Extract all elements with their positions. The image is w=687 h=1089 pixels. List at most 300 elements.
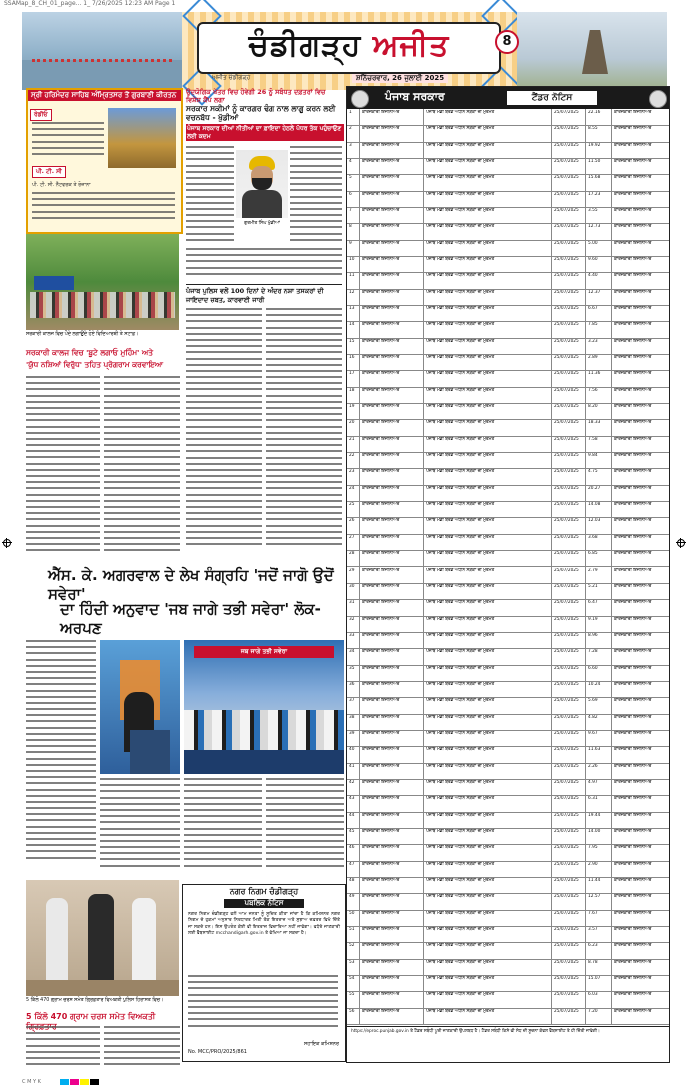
tender-cell: ਕਾਰਜਕਾਰੀ ਇੰਜੀਨੀਅਰ	[362, 747, 400, 753]
tender-cell: 25/07/2025	[554, 159, 579, 165]
tender-cell: ਪੰਜਾਬ ਮੰਡੀ ਬੋਰਡ ਅਧੀਨ ਸੜਕਾਂ ਦੀ ਮੁਰੰਮਤ	[426, 224, 495, 230]
tender-cell: ਕਾਰਜਕਾਰੀ ਇੰਜੀਨੀਅਰ	[614, 387, 652, 393]
tender-cell: 3.55	[588, 208, 598, 214]
tender-row	[347, 779, 669, 796]
minister-caption: ਗੁਰਮੀਤ ਸਿੰਘ ਖੁੱਡੀਆਂ	[244, 221, 280, 226]
top-story-subhead: ਪੰਜਾਬ ਸਰਕਾਰ ਦੀਆਂ ਨੀਤੀਆਂ ਦਾ ਫ਼ਾਇਦਾ ਹੇਠਲੇ ਪੱਧਰ ਤੱਕ ਪਹੁੰਚਾਉਣ ਲਈ ਕਦਮ	[186, 124, 344, 141]
tender-cell: 47	[349, 861, 355, 867]
tender-cell: 25/07/2025	[554, 616, 579, 622]
tender-cell: ਕਾਰਜਕਾਰੀ ਇੰਜੀਨੀਅਰ	[362, 730, 400, 736]
tender-cell: 20.27	[588, 485, 601, 491]
tender-cell: 5.21	[588, 583, 598, 589]
tender-cell: 25/07/2025	[554, 714, 579, 720]
tender-cell: ਕਾਰਜਕਾਰੀ ਇੰਜੀਨੀਅਰ	[614, 649, 652, 655]
tender-cell: ਕਾਰਜਕਾਰੀ ਇੰਜੀਨੀਅਰ	[362, 665, 400, 671]
kirtan-advert	[26, 88, 183, 234]
tender-cell: ਪੰਜਾਬ ਮੰਡੀ ਬੋਰਡ ਅਧੀਨ ਸੜਕਾਂ ਦੀ ਮੁਰੰਮਤ	[426, 649, 495, 655]
govt-emblem-icon	[351, 90, 369, 108]
tender-cell: 4.40	[588, 273, 598, 279]
tender-row	[347, 550, 669, 567]
tender-cell: 25/07/2025	[554, 567, 579, 573]
tender-cell: 12.03	[588, 518, 601, 524]
tender-cell: 27	[349, 534, 355, 540]
tender-cell: ਪੰਜਾਬ ਮੰਡੀ ਬੋਰਡ ਅਧੀਨ ਸੜਕਾਂ ਦੀ ਮੁਰੰਮਤ	[426, 992, 495, 998]
tender-cell: ਕਾਰਜਕਾਰੀ ਇੰਜੀਨੀਅਰ	[362, 289, 400, 295]
tender-cell: ਕਾਰਜਕਾਰੀ ਇੰਜੀਨੀਅਰ	[614, 518, 652, 524]
tender-cell: 25/07/2025	[554, 518, 579, 524]
tender-cell: 28	[349, 551, 355, 557]
tender-cell: 25/07/2025	[554, 926, 579, 932]
tender-cell: ਕਾਰਜਕਾਰੀ ਇੰਜੀਨੀਅਰ	[614, 992, 652, 998]
tender-row	[347, 436, 669, 453]
tender-row	[347, 517, 669, 534]
tender-cell: ਪੰਜਾਬ ਮੰਡੀ ਬੋਰਡ ਅਧੀਨ ਸੜਕਾਂ ਦੀ ਮੁਰੰਮਤ	[426, 306, 495, 312]
tender-cell: 5.00	[588, 240, 598, 246]
tender-cell: 16	[349, 355, 355, 361]
tender-cell: ਕਾਰਜਕਾਰੀ ਇੰਜੀਨੀਅਰ	[362, 551, 400, 557]
tender-cell: 24	[349, 485, 355, 491]
tender-cell: ਕਾਰਜਕਾਰੀ ਇੰਜੀਨੀਅਰ	[362, 828, 400, 834]
tender-cell: ਕਾਰਜਕਾਰੀ ਇੰਜੀਨੀਅਰ	[614, 665, 652, 671]
tender-cell: ਕਾਰਜਕਾਰੀ ਇੰਜੀਨੀਅਰ	[362, 632, 400, 638]
tender-cell: ਕਾਰਜਕਾਰੀ ਇੰਜੀਨੀਅਰ	[362, 420, 400, 426]
tender-cell: ਪੰਜਾਬ ਮੰਡੀ ਬੋਰਡ ਅਧੀਨ ਸੜਕਾਂ ਦੀ ਮੁਰੰਮਤ	[426, 845, 495, 851]
tender-row	[347, 991, 669, 1008]
tender-row	[347, 109, 669, 126]
tender-row	[347, 844, 669, 861]
tender-cell: 6.31	[588, 796, 598, 802]
tender-cell: 2.26	[588, 763, 598, 769]
tender-cell: ਕਾਰਜਕਾਰੀ ਇੰਜੀਨੀਅਰ	[362, 273, 400, 279]
tender-header	[347, 87, 669, 109]
tender-cell: ਪੰਜਾਬ ਮੰਡੀ ਬੋਰਡ ਅਧੀਨ ਸੜਕਾਂ ਦੀ ਮੁਰੰਮਤ	[426, 420, 495, 426]
arrest-story-col2	[104, 1026, 180, 1070]
tender-cell: ਕਾਰਜਕਾਰੀ ਇੰਜੀਨੀਅਰ	[614, 730, 652, 736]
tender-cell: ਪੰਜਾਬ ਮੰਡੀ ਬੋਰਡ ਅਧੀਨ ਸੜਕਾਂ ਦੀ ਮੁਰੰਮਤ	[426, 894, 495, 900]
tender-row	[347, 567, 669, 584]
tender-cell: 48	[349, 877, 355, 883]
tender-cell: 25/07/2025	[554, 191, 579, 197]
tender-cell: 19	[349, 404, 355, 410]
police-story-col2	[266, 308, 342, 554]
tender-cell: 2	[349, 126, 352, 132]
tender-cell: ਕਾਰਜਕਾਰੀ ਇੰਜੀਨੀਅਰ	[614, 453, 652, 459]
tender-cell: ਕਾਰਜਕਾਰੀ ਇੰਜੀਨੀਅਰ	[362, 926, 400, 932]
color-swatch	[60, 1079, 69, 1085]
tender-cell: 7.56	[588, 387, 598, 393]
tender-cell: ਕਾਰਜਕਾਰੀ ਇੰਜੀਨੀਅਰ	[614, 975, 652, 981]
tender-cell: 10.24	[588, 681, 601, 687]
tender-cell: ਪੰਜਾਬ ਮੰਡੀ ਬੋਰਡ ਅਧੀਨ ਸੜਕਾਂ ਦੀ ਮੁਰੰਮਤ	[426, 828, 495, 834]
tender-cell: ਪੰਜਾਬ ਮੰਡੀ ਬੋਰਡ ਅਧੀਨ ਸੜਕਾਂ ਦੀ ਮੁਰੰਮਤ	[426, 175, 495, 181]
notice-body: ਨਗਰ ਨਿਗਮ ਚੰਡੀਗੜ੍ਹ ਵਲੋਂ ਆਮ ਜਨਤਾ ਨੂੰ ਸੂਚਿਤ ਕੀਤਾ ਜਾਂਦਾ ਹੈ ਕਿ ਕਮਿਸ਼ਨਰ ਨਗਰ ਨਿਗਮ ਦੇ ਹੁਕਮਾਂ ਅਨੁਸਾਰ ਨਿਰਧਾਰਤ ਮਿਤੀ ਤੱਕ ਇਤਰਾਜ਼ ਅਤੇ ਸੁਝਾਅ ਦਫ਼ਤਰ ਵਿਖੇ ਦਿੱਤੇ ਜਾ ਸਕਦੇ ਹਨ। ਇਸ ਉਪਰੰਤ ਕੋਈ ਵੀ ਇਤਰਾਜ਼ ਵਿਚਾਰਿਆ ਨਹੀਂ ਜਾਵੇਗਾ। ਵਧੇਰੇ ਜਾਣਕਾਰੀ ਲਈ ਵੈੱਬਸਾਈਟ mcchandigarh.gov.in ਤੇ ਵੇਖਿਆ ਜਾ ਸਕਦਾ ਹੈ।	[188, 912, 340, 937]
tender-row	[347, 419, 669, 436]
tender-cell: 4	[349, 159, 352, 165]
color-swatch	[90, 1079, 99, 1085]
book-story-col1	[26, 640, 96, 874]
tender-cell: ਪੰਜਾਬ ਮੰਡੀ ਬੋਰਡ ਅਧੀਨ ਸੜਕਾਂ ਦੀ ਮੁਰੰਮਤ	[426, 551, 495, 557]
tender-cell: 52	[349, 943, 355, 949]
tender-row	[347, 370, 669, 387]
tender-row	[347, 926, 669, 943]
tender-cell: 8.78	[588, 959, 598, 965]
tender-cell: 19.92	[588, 142, 601, 148]
tender-cell: ਪੰਜਾਬ ਮੰਡੀ ਬੋਰਡ ਅਧੀਨ ਸੜਕਾਂ ਦੀ ਮੁਰੰਮਤ	[426, 534, 495, 540]
page-number: 8	[495, 30, 519, 54]
tender-row	[347, 272, 669, 289]
tender-cell: ਪੰਜਾਬ ਮੰਡੀ ਬੋਰਡ ਅਧੀਨ ਸੜਕਾਂ ਦੀ ਮੁਰੰਮਤ	[426, 877, 495, 883]
tender-row	[347, 959, 669, 976]
tender-row	[347, 534, 669, 551]
tender-cell: ਪੰਜਾਬ ਮੰਡੀ ਬੋਰਡ ਅਧੀਨ ਸੜਕਾਂ ਦੀ ਮੁਰੰਮਤ	[426, 273, 495, 279]
tender-cell: 19.44	[588, 812, 601, 818]
tender-cell: 25/07/2025	[554, 257, 579, 263]
tender-cell: 7.58	[588, 436, 598, 442]
tender-cell: 21	[349, 436, 355, 442]
tender-cell: ਪੰਜਾਬ ਮੰਡੀ ਬੋਰਡ ਅਧੀਨ ਸੜਕਾਂ ਦੀ ਮੁਰੰਮਤ	[426, 943, 495, 949]
tender-cell: ਪੰਜਾਬ ਮੰਡੀ ਬੋਰਡ ਅਧੀਨ ਸੜਕਾਂ ਦੀ ਮੁਰੰਮਤ	[426, 1008, 495, 1014]
tender-cell: ਕਾਰਜਕਾਰੀ ਇੰਜੀਨੀਅਰ	[614, 894, 652, 900]
tender-cell: ਕਾਰਜਕਾਰੀ ਇੰਜੀਨੀਅਰ	[362, 338, 400, 344]
color-bar-label: C M Y K	[22, 1079, 41, 1085]
tender-cell: ਕਾਰਜਕਾਰੀ ਇੰਜੀਨੀਅਰ	[614, 289, 652, 295]
tender-cell: 50	[349, 910, 355, 916]
tender-cell: ਕਾਰਜਕਾਰੀ ਇੰਜੀਨੀਅਰ	[362, 240, 400, 246]
tender-cell: 25/07/2025	[554, 861, 579, 867]
tender-cell: 25/07/2025	[554, 665, 579, 671]
top-story-headline: ਸਰਕਾਰ ਸਕੀਮਾਂ ਨੂੰ ਕਾਰਗਰ ਢੰਗ ਨਾਲ ਲਾਗੂ ਕਰਨ ਲਈ ਵਚਨਬੱਧ - ਖੁੱਡੀਆਂ	[186, 104, 336, 122]
tender-row	[347, 877, 669, 894]
tender-cell: 22	[349, 453, 355, 459]
tender-cell: ਪੰਜਾਬ ਮੰਡੀ ਬੋਰਡ ਅਧੀਨ ਸੜਕਾਂ ਦੀ ਮੁਰੰਮਤ	[426, 502, 495, 508]
tender-row	[347, 714, 669, 731]
tender-cell: ਕਾਰਜਕਾਰੀ ਇੰਜੀਨੀਅਰ	[614, 175, 652, 181]
tender-cell: 2.89	[588, 355, 598, 361]
tender-cell: 3.57	[588, 926, 598, 932]
tender-cell: ਕਾਰਜਕਾਰੀ ਇੰਜੀਨੀਅਰ	[362, 714, 400, 720]
tender-cell: 55	[349, 992, 355, 998]
tender-row	[347, 812, 669, 829]
tender-cell: ਪੰਜਾਬ ਮੰਡੀ ਬੋਰਡ ਅਧੀਨ ਸੜਕਾਂ ਦੀ ਮੁਰੰਮਤ	[426, 453, 495, 459]
tender-row	[347, 305, 669, 322]
tender-cell: ਪੰਜਾਬ ਮੰਡੀ ਬੋਰਡ ਅਧੀਨ ਸੜਕਾਂ ਦੀ ਮੁਰੰਮਤ	[426, 436, 495, 442]
tender-cell: ਪੰਜਾਬ ਮੰਡੀ ਬੋਰਡ ਅਧੀਨ ਸੜਕਾਂ ਦੀ ਮੁਰੰਮਤ	[426, 665, 495, 671]
tender-cell: 11.44	[588, 877, 601, 883]
tender-cell: 9.84	[588, 453, 598, 459]
tender-cell: 35	[349, 665, 355, 671]
college-story-col1	[26, 376, 100, 560]
tender-cell: 3.68	[588, 534, 598, 540]
tender-row	[347, 191, 669, 208]
tender-cell: 11	[349, 273, 355, 279]
tender-cell: ਪੰਜਾਬ ਮੰਡੀ ਬੋਰਡ ਅਧੀਨ ਸੜਕਾਂ ਦੀ ਮੁਰੰਮਤ	[426, 289, 495, 295]
tender-cell: 4.75	[588, 469, 598, 475]
tender-cell: ਕਾਰਜਕਾਰੀ ਇੰਜੀਨੀਅਰ	[614, 273, 652, 279]
tender-cell: 14	[349, 322, 355, 328]
tender-cell: ਕਾਰਜਕਾਰੀ ਇੰਜੀਨੀਅਰ	[362, 110, 400, 115]
tender-cell: ਕਾਰਜਕਾਰੀ ਇੰਜੀਨੀਅਰ	[362, 502, 400, 508]
tender-row	[347, 289, 669, 306]
tender-cell: ਕਾਰਜਕਾਰੀ ਇੰਜੀਨੀਅਰ	[362, 943, 400, 949]
tender-cell: ਪੰਜਾਬ ਮੰਡੀ ਬੋਰਡ ਅਧੀਨ ਸੜਕਾਂ ਦੀ ਮੁਰੰਮਤ	[426, 681, 495, 687]
tender-cell: ਕਾਰਜਕਾਰੀ ਇੰਜੀਨੀਅਰ	[614, 191, 652, 197]
tender-cell: ਪੰਜਾਬ ਮੰਡੀ ਬੋਰਡ ਅਧੀਨ ਸੜਕਾਂ ਦੀ ਮੁਰੰਮਤ	[426, 110, 495, 115]
tender-cell: 8.55	[588, 126, 598, 132]
tender-cell: 43	[349, 796, 355, 802]
tender-cell: 8.20	[588, 404, 598, 410]
tender-cell: ਕਾਰਜਕਾਰੀ ਇੰਜੀਨੀਅਰ	[614, 338, 652, 344]
masthead-subtitle: ਅਜੀਤ ਚੰਡੀਗੜ੍ਹ	[212, 74, 251, 81]
police-headline: ਪੰਜਾਬ ਪੁਲਿਸ ਵਲੋਂ 100 ਦਿਨਾਂ ਦੇ ਅੰਦਰ ਨਸ਼ਾ ਤਸਕਰਾਂ ਦੀ ਜਾਇਦਾਦ ਜ਼ਬਤ, ਕਾਰਵਾਈ ਜਾਰੀ	[186, 287, 324, 304]
page-footer	[0, 1077, 687, 1089]
tender-cell: 25/07/2025	[554, 224, 579, 230]
tender-cell: ਕਾਰਜਕਾਰੀ ਇੰਜੀਨੀਅਰ	[614, 877, 652, 883]
tender-row	[347, 354, 669, 371]
tender-cell: ਕਾਰਜਕਾਰੀ ਇੰਜੀਨੀਅਰ	[614, 436, 652, 442]
tender-cell: ਕਾਰਜਕਾਰੀ ਇੰਜੀਨੀਅਰ	[614, 142, 652, 148]
color-swatch	[70, 1079, 79, 1085]
tender-cell: 7.85	[588, 322, 598, 328]
monument-photo	[517, 12, 667, 90]
tender-cell: ਕਾਰਜਕਾਰੀ ਇੰਜੀਨੀਅਰ	[362, 371, 400, 377]
tender-cell: ਪੰਜਾਬ ਮੰਡੀ ਬੋਰਡ ਅਧੀਨ ਸੜਕਾਂ ਦੀ ਮੁਰੰਮਤ	[426, 714, 495, 720]
tender-cell: ਕਾਰਜਕਾਰੀ ਇੰਜੀਨੀਅਰ	[614, 714, 652, 720]
tender-cell: ਕਾਰਜਕਾਰੀ ਇੰਜੀਨੀਅਰ	[614, 110, 652, 115]
tender-cell: 6.23	[588, 943, 598, 949]
tender-cell: 6	[349, 191, 352, 197]
tender-cell: 25/07/2025	[554, 273, 579, 279]
notice-body-lines	[188, 975, 338, 1029]
tender-cell: ਕਾਰਜਕਾਰੀ ਇੰਜੀਨੀਅਰ	[614, 322, 652, 328]
release-event-photo	[184, 640, 344, 774]
tender-cell: ਕਾਰਜਕਾਰੀ ਇੰਜੀਨੀਅਰ	[614, 355, 652, 361]
tender-cell: ਕਾਰਜਕਾਰੀ ਇੰਜੀਨੀਅਰ	[362, 567, 400, 573]
top-story-col1	[186, 146, 234, 246]
tender-cell: ਕਾਰਜਕਾਰੀ ਇੰਜੀਨੀਅਰ	[614, 567, 652, 573]
tender-cell: ਕਾਰਜਕਾਰੀ ਇੰਜੀਨੀਅਰ	[614, 812, 652, 818]
tender-cell: 7	[349, 208, 352, 214]
tender-cell: 20	[349, 420, 355, 426]
tender-cell: 6.47	[588, 600, 598, 606]
tender-cell: ਪੰਜਾਬ ਮੰਡੀ ਬੋਰਡ ਅਧੀਨ ਸੜਕਾਂ ਦੀ ਮੁਰੰਮਤ	[426, 371, 495, 377]
tender-cell: ਕਾਰਜਕਾਰੀ ਇੰਜੀਨੀਅਰ	[614, 632, 652, 638]
tender-cell: 25/07/2025	[554, 1008, 579, 1014]
tender-cell: 25/07/2025	[554, 110, 579, 115]
tender-cell: 10	[349, 257, 355, 263]
tender-cell: 25/07/2025	[554, 959, 579, 965]
advert-title: ਸ੍ਰੀ ਹਰਿਮੰਦਰ ਸਾਹਿਬ ਅੰਮ੍ਰਿਤਸਰ ਤੋਂ ਗੁਰਬਾਣੀ ਕੀਰਤਨ	[28, 90, 181, 101]
tender-row	[347, 975, 669, 992]
tender-cell: 51	[349, 926, 355, 932]
tender-row	[347, 468, 669, 485]
tender-cell: 2.90	[588, 861, 598, 867]
tender-cell: 12	[349, 289, 355, 295]
tender-notice	[346, 86, 670, 1063]
tender-row	[347, 681, 669, 698]
lake-photo	[22, 12, 182, 90]
tender-row	[347, 697, 669, 714]
tender-cell: 7.28	[588, 649, 598, 655]
tender-row	[347, 795, 669, 812]
tender-cell: ਪੰਜਾਬ ਮੰਡੀ ਬੋਰਡ ਅਧੀਨ ਸੜਕਾਂ ਦੀ ਮੁਰੰਮਤ	[426, 191, 495, 197]
tender-cell: ਕਾਰਜਕਾਰੀ ਇੰਜੀਨੀਅਰ	[614, 747, 652, 753]
tender-cell: 44	[349, 812, 355, 818]
tender-cell: 25/07/2025	[554, 485, 579, 491]
tender-cell: 25/07/2025	[554, 453, 579, 459]
tender-cell: ਕਾਰਜਕਾਰੀ ਇੰਜੀਨੀਅਰ	[614, 600, 652, 606]
tender-cell: 25/07/2025	[554, 289, 579, 295]
tender-row	[347, 828, 669, 845]
tender-row	[347, 893, 669, 910]
tender-cell: 25/07/2025	[554, 975, 579, 981]
tender-row	[347, 942, 669, 959]
tender-row	[347, 730, 669, 747]
tender-row	[347, 599, 669, 616]
tender-cell: 7.67	[588, 910, 598, 916]
tender-cell: ਕਾਰਜਕਾਰੀ ਇੰਜੀਨੀਅਰ	[614, 420, 652, 426]
tender-cell: 25/07/2025	[554, 371, 579, 377]
tender-cell: 25/07/2025	[554, 469, 579, 475]
tender-cell: ਕਾਰਜਕਾਰੀ ਇੰਜੀਨੀਅਰ	[614, 485, 652, 491]
tender-cell: ਕਾਰਜਕਾਰੀ ਇੰਜੀਨੀਅਰ	[614, 534, 652, 540]
advert-text-lower	[32, 192, 175, 228]
advert-text	[32, 122, 104, 162]
govt-seal-icon	[649, 90, 667, 108]
tender-cell: 25/07/2025	[554, 747, 579, 753]
tender-cell: 6.03	[588, 992, 598, 998]
book-headline-line2: ਦਾ ਹਿੰਦੀ ਅਨੁਵਾਦ 'ਜਬ ਜਾਗੇ ਤਭੀ ਸਵੇਰਾ' ਲੋਕ-ਅਰਪਣ	[60, 600, 321, 637]
notice-sign: ਸਹਾਇਕ ਕਮਿਸ਼ਨਰ	[303, 1041, 339, 1047]
tender-cell: 53	[349, 959, 355, 965]
tender-cell: ਪੰਜਾਬ ਮੰਡੀ ਬੋਰਡ ਅਧੀਨ ਸੜਕਾਂ ਦੀ ਮੁਰੰਮਤ	[426, 747, 495, 753]
tender-cell: 42	[349, 779, 355, 785]
tender-cell: ਪੰਜਾਬ ਮੰਡੀ ਬੋਰਡ ਅਧੀਨ ਸੜਕਾਂ ਦੀ ਮੁਰੰਮਤ	[426, 583, 495, 589]
tender-cell: 3.23	[588, 338, 598, 344]
tender-cell: 25	[349, 502, 355, 508]
tender-cell: 25/07/2025	[554, 420, 579, 426]
tender-cell: ਕਾਰਜਕਾਰੀ ਇੰਜੀਨੀਅਰ	[614, 159, 652, 165]
tender-cell: 25/07/2025	[554, 877, 579, 883]
tender-govt: ਪੰਜਾਬ ਸਰਕਾਰ	[385, 90, 445, 103]
tender-cell: 9	[349, 240, 352, 246]
book-story-col4	[266, 778, 344, 874]
tender-cell: ਕਾਰਜਕਾਰੀ ਇੰਜੀਨੀਅਰ	[614, 257, 652, 263]
tender-row	[347, 338, 669, 355]
public-notice	[182, 884, 346, 1062]
tender-row	[347, 142, 669, 159]
tender-cell: 56	[349, 1008, 355, 1014]
tender-cell: ਕਾਰਜਕਾਰੀ ਇੰਜੀਨੀਅਰ	[614, 796, 652, 802]
tender-row	[347, 746, 669, 763]
tender-row	[347, 321, 669, 338]
tender-cell: ਕਾਰਜਕਾਰੀ ਇੰਜੀਨੀਅਰ	[614, 763, 652, 769]
tender-cell: 36	[349, 681, 355, 687]
tender-cell: ਕਾਰਜਕਾਰੀ ਇੰਜੀਨੀਅਰ	[362, 649, 400, 655]
tender-cell: 11.50	[588, 159, 601, 165]
tender-cell: ਕਾਰਜਕਾਰੀ ਇੰਜੀਨੀਅਰ	[362, 453, 400, 459]
tender-cell: 2.79	[588, 567, 598, 573]
tender-cell: ਕਾਰਜਕਾਰੀ ਇੰਜੀਨੀਅਰ	[362, 175, 400, 181]
tender-cell: 46	[349, 845, 355, 851]
tender-cell: 17.23	[588, 191, 601, 197]
tender-cell: ਪੰਜਾਬ ਮੰਡੀ ਬੋਰਡ ਅਧੀਨ ਸੜਕਾਂ ਦੀ ਮੁਰੰਮਤ	[426, 469, 495, 475]
speaker-photo	[100, 640, 180, 774]
tender-cell: 6.85	[588, 551, 598, 557]
tender-cell: 25/07/2025	[554, 828, 579, 834]
tender-cell: 41	[349, 763, 355, 769]
tender-cell: ਪੰਜਾਬ ਮੰਡੀ ਬੋਰਡ ਅਧੀਨ ਸੜਕਾਂ ਦੀ ਮੁਰੰਮਤ	[426, 959, 495, 965]
tender-row	[347, 125, 669, 142]
tender-row	[347, 223, 669, 240]
tender-cell: 49	[349, 894, 355, 900]
tender-cell: 17	[349, 371, 355, 377]
tender-cell: 25/07/2025	[554, 796, 579, 802]
tender-cell: ਪੰਜਾਬ ਮੰਡੀ ਬੋਰਡ ਅਧੀਨ ਸੜਕਾਂ ਦੀ ਮੁਰੰਮਤ	[426, 632, 495, 638]
tender-cell: ਕਾਰਜਕਾਰੀ ਇੰਜੀਨੀਅਰ	[614, 616, 652, 622]
tender-cell: ਕਾਰਜਕਾਰੀ ਇੰਜੀਨੀਅਰ	[362, 159, 400, 165]
tender-cell: ਕਾਰਜਕਾਰੀ ਇੰਜੀਨੀਅਰ	[614, 1008, 652, 1014]
tender-row	[347, 583, 669, 600]
advert-note: ਪੀ. ਟੀ. ਸੀ. ਨੈੱਟਵਰਕ ਤੇ ਰੋਜ਼ਾਨਾ	[32, 182, 91, 188]
tender-cell: ਕਾਰਜਕਾਰੀ ਇੰਜੀਨੀਅਰ	[362, 469, 400, 475]
masthead-title-paper: ਅਜੀਤ	[372, 28, 450, 63]
tender-cell: ਕਾਰਜਕਾਰੀ ਇੰਜੀਨੀਅਰ	[614, 551, 652, 557]
tender-cell: 29	[349, 567, 355, 573]
book-story-col2	[100, 778, 180, 874]
tender-cell: 25/07/2025	[554, 387, 579, 393]
event-banner: ਜਬ ਜਾਗੇ ਤਭੀ ਸਵੇਰਾ	[194, 646, 334, 658]
tender-title: ਟੈਂਡਰ ਨੋਟਿਸ	[507, 91, 597, 105]
tender-cell: ਪੰਜਾਬ ਮੰਡੀ ਬੋਰਡ ਅਧੀਨ ਸੜਕਾਂ ਦੀ ਮੁਰੰਮਤ	[426, 126, 495, 132]
tender-cell: ਪੰਜਾਬ ਮੰਡੀ ਬੋਰਡ ਅਧੀਨ ਸੜਕਾਂ ਦੀ ਮੁਰੰਮਤ	[426, 926, 495, 932]
tender-cell: 8.96	[588, 632, 598, 638]
masthead-date: ਸ਼ਨਿੱਚਰਵਾਰ, 26 ਜੁਲਾਈ 2025	[352, 74, 448, 83]
tender-cell: ਕਾਰਜਕਾਰੀ ਇੰਜੀਨੀਅਰ	[614, 240, 652, 246]
tender-cell: ਕਾਰਜਕਾਰੀ ਇੰਜੀਨੀਅਰ	[614, 779, 652, 785]
tender-cell: ਕਾਰਜਕਾਰੀ ਇੰਜੀਨੀਅਰ	[362, 681, 400, 687]
tender-cell: ਪੰਜਾਬ ਮੰਡੀ ਬੋਰਡ ਅਧੀਨ ਸੜਕਾਂ ਦੀ ਮੁਰੰਮਤ	[426, 779, 495, 785]
tender-row	[347, 207, 669, 224]
arrest-headline: 5 ਕਿੱਲੋ 470 ਗ੍ਰਾਮ ਚਰਸ ਸਮੇਤ ਵਿਅਕਤੀ	[26, 1012, 156, 1021]
tender-cell: ਕਾਰਜਕਾਰੀ ਇੰਜੀਨੀਅਰ	[614, 502, 652, 508]
advert-tag-ptc: ਪੀ. ਟੀ. ਸੀ	[32, 166, 66, 178]
tender-cell: ਕਾਰਜਕਾਰੀ ਇੰਜੀਨੀਅਰ	[362, 763, 400, 769]
tender-cell: 5.69	[588, 698, 598, 704]
tender-cell: 40	[349, 747, 355, 753]
tender-row	[347, 616, 669, 633]
tender-cell: ਕਾਰਜਕਾਰੀ ਇੰਜੀਨੀਅਰ	[362, 861, 400, 867]
tender-cell: 37	[349, 698, 355, 704]
tender-cell: 25/07/2025	[554, 763, 579, 769]
tender-cell: ਪੰਜਾਬ ਮੰਡੀ ਬੋਰਡ ਅਧੀਨ ਸੜਕਾਂ ਦੀ ਮੁਰੰਮਤ	[426, 975, 495, 981]
tender-cell: 14.08	[588, 502, 601, 508]
masthead-logo	[197, 22, 501, 74]
tender-cell: 25/07/2025	[554, 338, 579, 344]
tender-cell: ਕਾਰਜਕਾਰੀ ਇੰਜੀਨੀਅਰ	[362, 518, 400, 524]
tender-cell: 15	[349, 338, 355, 344]
tender-cell: 25/07/2025	[554, 600, 579, 606]
tender-cell: 25/07/2025	[554, 551, 579, 557]
tender-cell: 18.33	[588, 420, 601, 426]
tender-cell: 54	[349, 975, 355, 981]
tender-cell: 23	[349, 469, 355, 475]
tender-cell: ਕਾਰਜਕਾਰੀ ਇੰਜੀਨੀਅਰ	[362, 126, 400, 132]
golden-temple-photo	[108, 108, 176, 168]
tender-cell: ਕਾਰਜਕਾਰੀ ਇੰਜੀਨੀਅਰ	[614, 910, 652, 916]
tender-cell: 8	[349, 224, 352, 230]
tender-row	[347, 174, 669, 191]
tender-cell: ਪੰਜਾਬ ਮੰਡੀ ਬੋਰਡ ਅਧੀਨ ਸੜਕਾਂ ਦੀ ਮੁਰੰਮਤ	[426, 142, 495, 148]
